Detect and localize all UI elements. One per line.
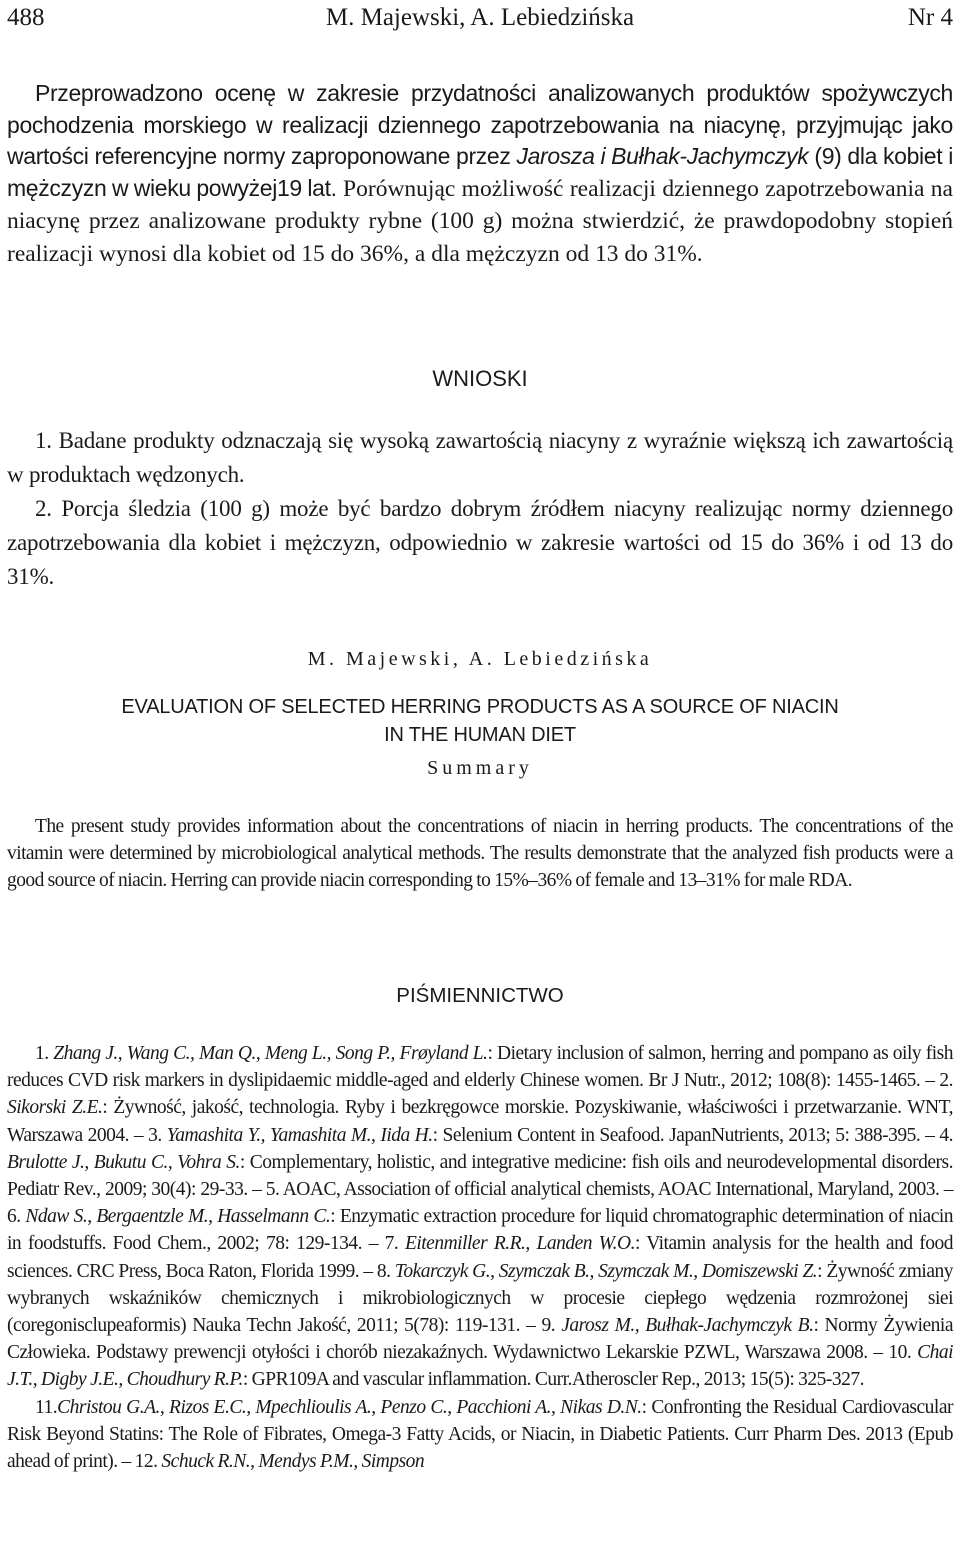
references-heading: PIŚMIENNICTWO <box>396 984 564 1007</box>
ref-authors: Ndaw S., Bergaentzle M., Hasselmann C. <box>25 1206 331 1228</box>
ref-authors: Tokarczyk G., Szymczak B., Szymczak M., Domiszewski Z. <box>394 1260 818 1282</box>
ref-authors: Eitenmiller R.R., Landen W.O. <box>404 1233 635 1255</box>
ref-authors: Christou G.A., Rizos E.C., Mpechlioulis A., Penzo C., Pacchioni A., Nikas D.N. <box>57 1396 642 1418</box>
running-authors: M. Majewski, A. Lebiedzińska <box>325 4 635 31</box>
ref-authors: Chai J.T., Digby J.E., Choudhury R.P. <box>7 1342 953 1391</box>
running-header <box>7 2 953 34</box>
summary-authors: M. Majewski, A. Lebiedzińska <box>307 648 653 670</box>
ref-text: : Żywność zmiany wybranych wskaźników chemicznych i mikrobiologicznych w procesie ciepłego wędzenia rozmrożonej siei (coregonisclupeaformis) Nauka Techn Jakość, 2011; 5(78): 119-131. – 9. <box>7 1260 953 1337</box>
page-number: 488 <box>7 4 45 31</box>
ref-number: 11. <box>35 1396 58 1418</box>
intro-cited-authors: Jarosza i Bułhak-Jachymczyk <box>516 143 809 169</box>
ref-text: : Vitamin analysis for the health and food sciences. CRC Press, Boca Raton, Florida 1999. – 8. <box>7 1233 953 1282</box>
summary-text: The present study provides information about the concentrations of niacin in herring products. The concentrations of the vitamin were determined by microbiological analytical methods. The results demonstrate that the analyzed fish products were a good source of niacin. Herring can provide niacin corresponding to 15%–36% of female and 13–31% for male RDA. <box>7 816 953 891</box>
ref-text: : Żywność, jakość, technologia. Ryby i bezkręgowce morskie. Pozyskiwanie, właściwości i przetwarzanie. WNT, Warszawa 2004. – 3. <box>7 1097 953 1146</box>
intro-paragraph <box>7 78 953 270</box>
ref-authors: Jarosz M., Bułhak-Jachymczyk B. <box>561 1315 814 1337</box>
references-paragraph <box>7 1394 953 1476</box>
summary-heading: Summary <box>427 757 533 779</box>
ref-text: : Dietary inclusion of salmon, herring and pompano as oily fish reduces CVD risk markers in dyslipidaemic middle-aged and elderly Chinese women. Br J Nutr., 2012; 108(8): 1455-1465. – 2. <box>7 1043 954 1092</box>
ref-text: : Complementary, holistic, and integrative medicine: fish oils and neurodevelopmental disorders. Pediatr Rev., 2009; 30(4): 29-33. – 5. AOAC, Association of official analytical chemists, AOAC International, Maryland, 2003. – 6. <box>7 1151 953 1228</box>
issue-number: Nr 4 <box>907 4 953 31</box>
ref-text: : Normy Żywienia Człowieka. Podstawy prewencji otyłości i chorób niezakaźnych. Wydawnictwo Lekarskie PZWL, Warszawa 2008. – 10. <box>7 1315 953 1364</box>
conclusion-item: 1. Badane produkty odznaczają się wysoką zawartością niacyny z wyraźnie większą ich zawartością w produktach wędzonych. <box>7 428 953 487</box>
english-title-line-1: EVALUATION OF SELECTED HERRING PRODUCTS AS A SOURCE OF NIACIN <box>121 696 839 718</box>
english-title-line-2: IN THE HUMAN DIET <box>384 724 576 746</box>
ref-authors: Schuck R.N., Mendys P.M., Simpson <box>161 1451 425 1473</box>
english-title <box>7 693 953 749</box>
references-list <box>7 1040 953 1475</box>
ref-text: : Selenium Content in Seafood. JapanNutrients, 2013; 5: 388-395. – 4. <box>432 1124 953 1146</box>
intro-text-3: Porównując możliwość realizacji dziennego zapotrzebowania na niacynę przez analizowane produkty rybne (100 g) można stwierdzić, że prawdopodobny stopień realizacji wynosi dla kobiet od 15 do 36%, a dla mężczyzn od 13 do 31%. <box>7 175 953 267</box>
ref-text: : Confronting the Residual Cardiovascular Risk Beyond Statins: The Role of Fibrates, Omega-3 Fatty Acids, or Niacin, in Diabetic Patients. Curr Pharm Des. 2013 (Epub ahead of print). – 12. <box>7 1396 953 1473</box>
ref-authors: Brulotte J., Bukutu C., Vohra S. <box>7 1151 240 1173</box>
conclusions-list <box>7 424 953 594</box>
conclusions-heading: WNIOSKI <box>432 366 528 391</box>
intro-text-2: (9) dla kobiet i mężczyzn w wieku powyżej19 lat. <box>7 143 953 201</box>
conclusion-item: 2. Porcja śledzia (100 g) może być bardzo dobrym źródłem niacyny realizując normy dziennego zapotrzebowania dla kobiet i mężczyzn, odpowiednio w zakresie wartości od 15 do 36% i od 13 do 31%. <box>7 496 953 589</box>
ref-text: : Enzymatic extraction procedure for liquid chromatographic determination of niacin in foodstuffs. Food Chem., 2002; 78: 129-134. – 7. <box>7 1206 954 1255</box>
ref-authors: Zhang J., Wang C., Man Q., Meng L., Song P., Frøyland L. <box>53 1043 488 1064</box>
ref-text: : GPR109A and vascular inflammation. Curr.Atheroscler Rep., 2013; 15(5): 325-327. <box>242 1369 864 1391</box>
ref-authors: Yamashita Y., Yamashita M., Iida H. <box>166 1124 433 1146</box>
references-paragraph: 1. Zhang J., Wang C., Man Q., Meng L., Song P., Frøyland L.: Dietary inclusion of salmon, herring and pompano as oily fish reduces CVD risk markers in dyslipidaemic middle-aged and elderly Chinese women. Br J Nutr., 2012; 108(8): 1455-1465. – 2. Sikorski Z.E.: Żywność, jakość, technologia. Ryby i bezkręgowce morskie. Pozyskiwanie, właściwości i przetwarzanie. WNT, Warszawa 2004. – 3. Yamashita Y., Yamashita M., Iida H.: Selenium Content in Seafood. JapanNutrients, 2013; 5: 388-395. – 4. Brulotte J., Bukutu C., Vohra S.: Complementary, holistic, and integrative medicine: fish oils and neurodevelopmental disorders. Pediatr Rev., 2009; 30(4): 29-33. – 5. AOAC, Association of official analytical chemists, AOAC International, Maryland, 2003. – 6. Ndaw S., Bergaentzle M., Hasselmann C.: Enzymatic extraction procedure for liquid chromatographic determination of niacin in foodstuffs. Food Chem., 2002; 78: 129-134. – 7. Eitenmiller R.R., Landen W.O.: Vitamin analysis for the health and food sciences. CRC Press, Boca Raton, Florida 1999. – 8. Tokarczyk G., Szymczak B., Szymczak M., Domiszewski Z.: Żywność zmiany wybranych wskaźników chemicznych i mikrobiologicznych w procesie ciepłego wędzenia rozmrożonej siei (coregonisclupeaformis) Nauka Techn Jakość, 2011; 5(78): 119-131. – 9. Jarosz M., Bułhak-Jachymczyk B.: Normy Żywienia Człowieka. Podstawy prewencji otyłości i chorób niezakaźnych. Wydawnictwo Lekarskie PZWL, Warszawa 2008. – 10. Chai J.T., Digby J.E., Choudhury R.P.: GPR109A and vascular inflammation. Curr.Atheroscler Rep., 2013; 15(5): 325-327. <box>7 1043 954 1391</box>
intro-text: Przeprowadzono ocenę w zakresie przydatności analizowanych produktów spożywczych pochodzenia morskiego w realizacji dziennego zapotrzebowania na niacynę, przyjmując jako wartości referencyjne normy zaproponowane przez <box>7 80 953 169</box>
ref-authors: Sikorski Z.E. <box>7 1097 103 1119</box>
